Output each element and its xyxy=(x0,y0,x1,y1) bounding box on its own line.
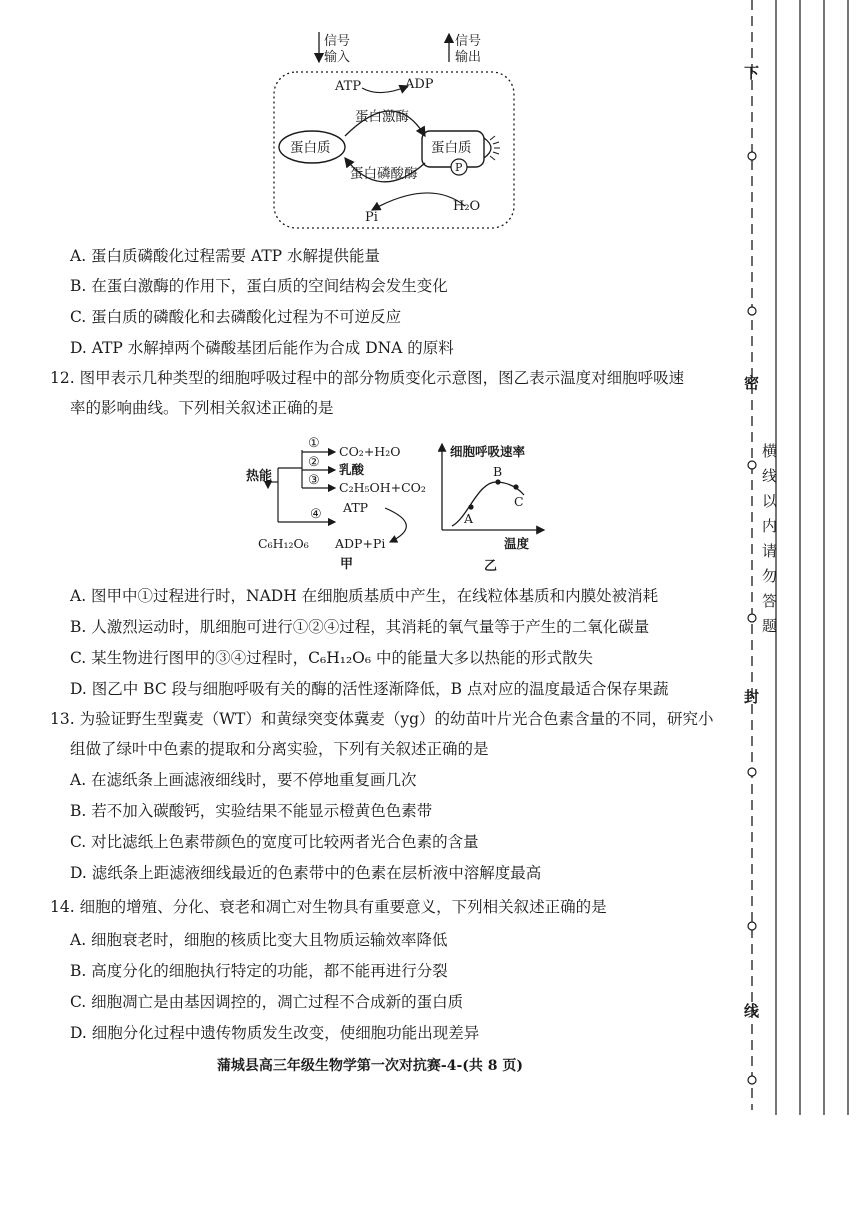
q13-option-c: C. 对比滤纸上色素带颜色的宽度可比较两者光合色素的含量 xyxy=(70,833,479,851)
q11-option-c: C. 蛋白质的磷酸化和去磷酸化过程为不可逆反应 xyxy=(70,308,402,326)
h2o-label: H₂O xyxy=(453,199,481,214)
point-c xyxy=(513,484,518,489)
process-1: ① xyxy=(308,436,320,451)
protein-right-label: 蛋白质 xyxy=(431,140,472,156)
protein-left-label: 蛋白质 xyxy=(290,140,331,156)
kinase-label: 蛋白激酶 xyxy=(355,109,409,125)
margin-word-mi: 密 xyxy=(744,374,760,392)
point-b-label: B xyxy=(493,464,503,479)
point-a-label: A xyxy=(464,511,474,526)
margin-notice-8: 题 xyxy=(762,617,778,635)
q12-option-c: C. 某生物进行图甲的③④过程时，C₆H₁₂O₆ 中的能量大多以热能的形式散失 xyxy=(70,649,594,667)
margin-notice-6: 勿 xyxy=(762,567,778,585)
atp-label-jia: ATP xyxy=(343,500,369,515)
point-b xyxy=(495,479,500,484)
q11-option-a: A. 蛋白质磷酸化过程需要 ATP 水解提供能量 xyxy=(70,247,381,265)
signal-in-line2: 输入 xyxy=(324,50,351,65)
product-lactic-acid: 乳酸 xyxy=(339,462,365,477)
yi-xlabel: 温度 xyxy=(504,536,530,551)
q14-option-d: D. 细胞分化过程中遗传物质发生改变，使细胞功能出现差异 xyxy=(70,1024,480,1042)
q12-option-b: B. 人激烈运动时，肌细胞可进行①②④过程，其消耗的氧气量等于产生的二氧化碳量 xyxy=(70,618,650,636)
margin-word-xian: 线 xyxy=(744,1002,760,1020)
q11-option-d: D. ATP 水解掉两个磷酸基团后能作为合成 DNA 的原料 xyxy=(70,339,454,357)
caption-jia: 甲 xyxy=(340,557,354,572)
page-footer: 蒲城县高三年级生物学第一次对抗赛-4-(共 8 页) xyxy=(216,1058,524,1074)
signal-out-line1: 信号 xyxy=(455,34,482,49)
yi-ylabel: 细胞呼吸速率 xyxy=(450,444,526,459)
q13-option-a: A. 在滤纸条上画滤液细线时，要不停地重复画几次 xyxy=(70,771,417,789)
q14-option-b: B. 高度分化的细胞执行特定的功能，都不能再进行分裂 xyxy=(70,962,448,980)
signal-in-line1: 信号 xyxy=(324,34,351,49)
q12-stem-line2: 率的影响曲线。下列相关叙述正确的是 xyxy=(70,399,334,417)
q12-option-a: A. 图甲中①过程进行时，NADH 在细胞质基质中产生，在线粒体基质和内膜处被消耗 xyxy=(70,587,659,605)
caption-yi: 乙 xyxy=(484,559,498,574)
pi-label: Pi xyxy=(365,210,378,225)
signal-out-line2: 输出 xyxy=(455,50,482,65)
binding-margin-lines xyxy=(728,0,860,1217)
process-2: ② xyxy=(308,455,320,470)
atp-label: ATP xyxy=(335,79,362,94)
q13-option-b: B. 若不加入碳酸钙，实验结果不能显示橙黄色色素带 xyxy=(70,802,433,820)
q12-stem-line1: 12. 图甲表示几种类型的细胞呼吸过程中的部分物质变化示意图，图乙表示温度对细胞呼吸速 xyxy=(50,369,685,387)
product-co2-h2o: CO₂+H₂O xyxy=(339,444,401,459)
q14-option-a: A. 细胞衰老时，细胞的核质比变大且物质运输效率降低 xyxy=(70,931,448,949)
margin-notice-4: 内 xyxy=(762,517,778,535)
margin-notice-3: 以 xyxy=(762,492,778,510)
adp-label: ADP xyxy=(405,77,434,92)
q14-stem: 14. 细胞的增殖、分化、衰老和凋亡对生物具有重要意义，下列相关叙述正确的是 xyxy=(50,898,607,916)
q13-stem-line2: 组做了绿叶中色素的提取和分离实验，下列有关叙述正确的是 xyxy=(70,740,489,758)
margin-word-feng: 封 xyxy=(744,688,760,706)
q13-option-d: D. 滤纸条上距滤液细线最近的色素带中的色素在层析液中溶解度最高 xyxy=(70,864,542,882)
adp-pi-label: ADP+Pi xyxy=(335,536,386,551)
margin-notice-5: 请 xyxy=(762,542,778,560)
phosphorylation-diagram xyxy=(260,28,530,233)
margin-notice-7: 答 xyxy=(762,592,778,610)
p-label: P xyxy=(455,161,463,174)
process-3: ③ xyxy=(308,473,320,488)
product-ethanol: C₂H₅OH+CO₂ xyxy=(339,480,426,495)
margin-notice-2: 线 xyxy=(762,467,778,485)
point-a xyxy=(468,504,473,509)
glucose-label: C₆H₁₂O₆ xyxy=(258,536,309,551)
q14-option-c: C. 细胞凋亡是由基因调控的，凋亡过程不合成新的蛋白质 xyxy=(70,993,464,1011)
point-c-label: C xyxy=(514,494,524,509)
margin-word-xia: 下 xyxy=(744,64,760,82)
q13-stem-line1: 13. 为验证野生型冀麦（WT）和黄绿突变体冀麦（yg）的幼苗叶片光合色素含量的不同，研究小 xyxy=(50,710,714,728)
q11-option-b: B. 在蛋白激酶的作用下，蛋白质的空间结构会发生变化 xyxy=(70,277,448,295)
figure-jia xyxy=(240,430,440,576)
q12-option-d: D. 图乙中 BC 段与细胞呼吸有关的酶的活性逐渐降低，B 点对应的温度最适合保存果蔬 xyxy=(70,680,669,698)
heat-label: 热能 xyxy=(246,469,273,484)
margin-notice-1: 横 xyxy=(762,442,778,460)
phosphatase-label: 蛋白磷酸酶 xyxy=(350,166,418,182)
process-4: ④ xyxy=(310,507,322,522)
figure-yi xyxy=(438,440,556,576)
